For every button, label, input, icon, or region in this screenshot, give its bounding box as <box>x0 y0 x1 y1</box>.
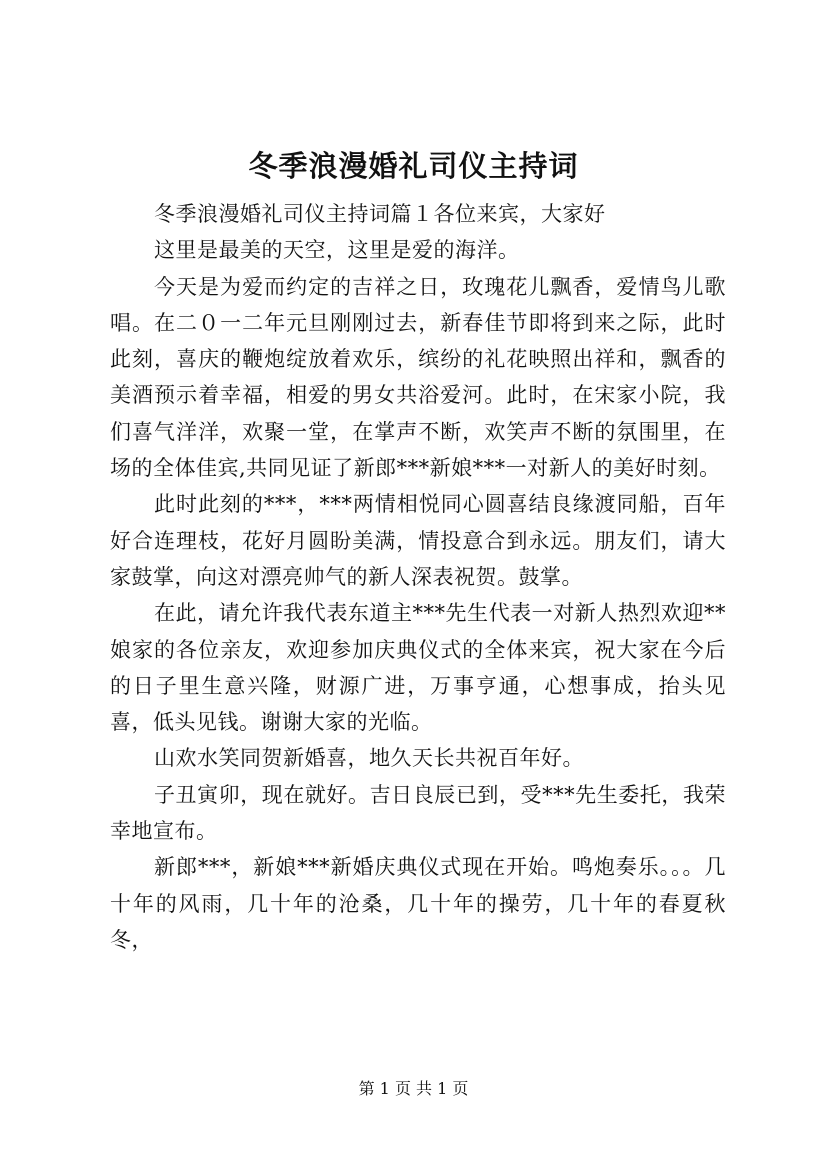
paragraph-this-moment: 此时此刻的***，***两情相悦同心圆喜结良缘渡同船，百年好合连理枝，花好月圆盼美满，情投意合到永远。朋友们，请大家鼓掌，向这对漂亮帅气的新人深表祝贺。鼓掌。 <box>110 492 726 589</box>
page-footer: 第 1 页 共 1 页 <box>358 1079 469 1098</box>
document-title: 冬季浪漫婚礼司仪主持词 <box>248 149 579 183</box>
document-body <box>110 196 726 958</box>
paragraph-ceremony-start: 新郎***，新娘***新婚庆典仪式现在开始。鸣炮奏乐。。。几十年的风雨，几十年的沧桑，几十年的操劳，几十年的春夏秋冬， <box>110 855 726 952</box>
paragraph-intro: 冬季浪漫婚礼司仪主持词篇１各位来宾，大家好 <box>154 202 606 226</box>
paragraph-announcement: 子丑寅卯，现在就好。吉日良辰已到，受***先生委托，我荣幸地宣布。 <box>110 782 726 844</box>
paragraph-sky: 这里是最美的天空，这里是爱的海洋。 <box>154 238 520 263</box>
paragraph-welcome: 在此，请允许我代表东道主***先生代表一对新人热烈欢迎**娘家的各位亲友，欢迎参加庆典仪式的全体来宾，祝大家在今后的日子里生意兴隆，财源广进，万事亨通，心想事成，抬头见喜，低头见钱。谢谢大家的光临。 <box>110 601 726 735</box>
paragraph-couplet: 山欢水笑同贺新婚喜，地久天长共祝百年好。 <box>154 746 584 771</box>
paragraph-auspicious-day: 今天是为爱而约定的吉祥之日，玫瑰花儿飘香，爱情鸟儿歌唱。在二０一二年元旦刚刚过去，新春佳节即将到来之际，此时此刻，喜庆的鞭炮绽放着欢乐，缤纷的礼花映照出祥和，飘香的美酒预示着幸福，相爱的男女共浴爱河。此时，在宋家小院，我们喜气洋洋，欢聚一堂，在掌声不断，欢笑声不断的氛围里，在场的全体佳宾,共同见证了新郎***新娘***一对新人的美好时刻。 <box>110 274 726 481</box>
